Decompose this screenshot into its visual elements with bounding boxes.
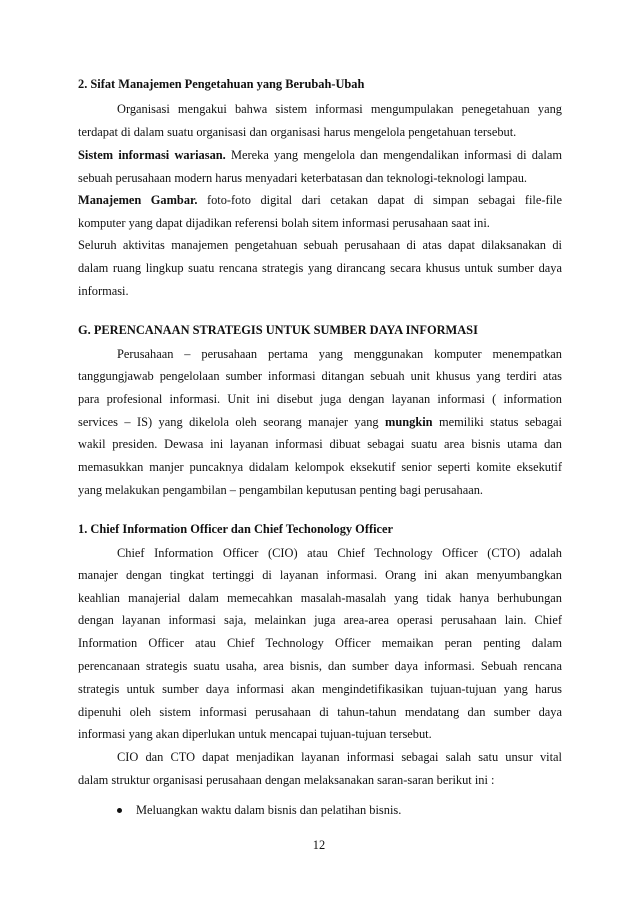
paragraph-line: strategis untuk sumber daya informasi akan mengindetifikasikan tujuan-tujuan yang harus [78,682,562,696]
bullet-item [117,803,401,818]
gambar-term: Manajemen Gambar. [78,193,198,207]
paragraph-line: manajer dengan tingkat tertinggi di layanan informasi. Orang ini akan menyumbangkan [78,568,562,582]
paragraph-line: yang melakukan pengambilan – pengambilan keputusan penting bagi perusahaan. [78,483,483,497]
wariasan-term: Sistem informasi wariasan. [78,148,226,162]
gambar-line-1 [78,193,562,208]
bold-keyword: mungkin [385,415,433,429]
paragraph-line: dalam ruang lingkup suatu rencana strategis yang dirancang secara khusus untuk sumber daya [78,261,562,275]
paragraph-line: informasi yang akan diperlukan untuk mencapai tujuan-tujuan tersebut. [78,727,432,741]
section-1-heading: 1. Chief Information Officer dan Chief Techonology Officer [78,522,394,536]
paragraph-line: Chief Information Officer (CIO) atau Chief Technology Officer (CTO) adalah [117,546,562,560]
wariasan-line-1 [78,148,562,163]
paragraph-line: perencanaan strategis suatu usaha, area bisnis, dan sumber daya informasi. Sebuah rencana [78,659,562,673]
paragraph-line: dengan layanan informasi saja, melainkan juga area-area operasi perusahaan lain. Chief [78,613,562,627]
gambar-text: foto-foto digital dari cetakan dapat di simpan sebagai file-file [197,193,562,207]
bullet-text: Meluangkan waktu dalam bisnis dan pelatihan bisnis. [136,803,402,817]
paragraph-line-mungkin [78,415,562,430]
paragraph-line: sebuah perusahaan modern harus menyadari keterbatasan dan teknologi-teknologi lampau. [78,171,528,185]
paragraph-line: komputer yang dapat dijadikan referensi bolah sitem informasi perusahaan saat ini. [78,216,490,230]
paragraph-line: keahlian manajerial dalam memecahkan masalah-masalah yang tidak hanya berhubungan [78,591,562,605]
wariasan-text: Mereka yang mengelola dan mengendalikan informasi di dalam [225,148,562,162]
paragraph-line: dipenuhi oleh sistem informasi perusahaan di tahun-tahun mendatang dan sumber daya [78,705,562,719]
paragraph-line: CIO dan CTO dapat menjadikan layanan informasi sebagai salah satu unsur vital [117,750,562,764]
paragraph-line: dalam struktur organisasi perusahaan dengan melaksanakan saran-saran berikut ini : [78,773,495,787]
paragraph-line: para profesional informasi. Unit ini disebut juga dengan layanan informasi ( information [78,392,562,406]
paragraph-line: memasukkan manjer puncaknya didalam kelompok eksekutif senior seperti komite eksekutif [78,460,562,474]
paragraph-line: wakil presiden. Dewasa ini layanan informasi dibuat sebagai suatu area bisnis utama dan [78,437,562,451]
section-2-heading: 2. Sifat Manajemen Pengetahuan yang Berubah-Ubah [78,77,365,91]
paragraph-line: Organisasi mengakui bahwa sistem informasi mengumpulakan penegetahuan yang [117,102,562,116]
section-g-heading: G. PERENCANAAN STRATEGIS UNTUK SUMBER DAYA INFORMASI [78,323,478,337]
paragraph-line: informasi. [78,284,129,298]
paragraph-line: Perusahaan – perusahaan pertama yang menggunakan komputer menempatkan [117,347,562,361]
text-segment: services – IS) yang dikelola oleh seorang manajer yang [78,415,386,429]
text-segment: memiliki status sebagai [432,415,562,429]
paragraph-line: tanggungjawab pengelolaan sumber informasi ditangan sebuah unit khusus yang terdiri atas [78,369,562,383]
page-number: 12 [312,838,326,852]
paragraph-line: Seluruh aktivitas manajemen pengetahuan sebuah perusahaan di atas dapat dilaksanakan di [78,238,562,252]
bullet-dot-icon [117,808,122,813]
paragraph-line: terdapat di dalam suatu organisasi dan organisasi harus mengelola pengetahuan tersebut. [78,125,517,139]
paragraph-line: Information Officer atau Chief Technology Officer memaikan peran penting dalam [78,636,562,650]
